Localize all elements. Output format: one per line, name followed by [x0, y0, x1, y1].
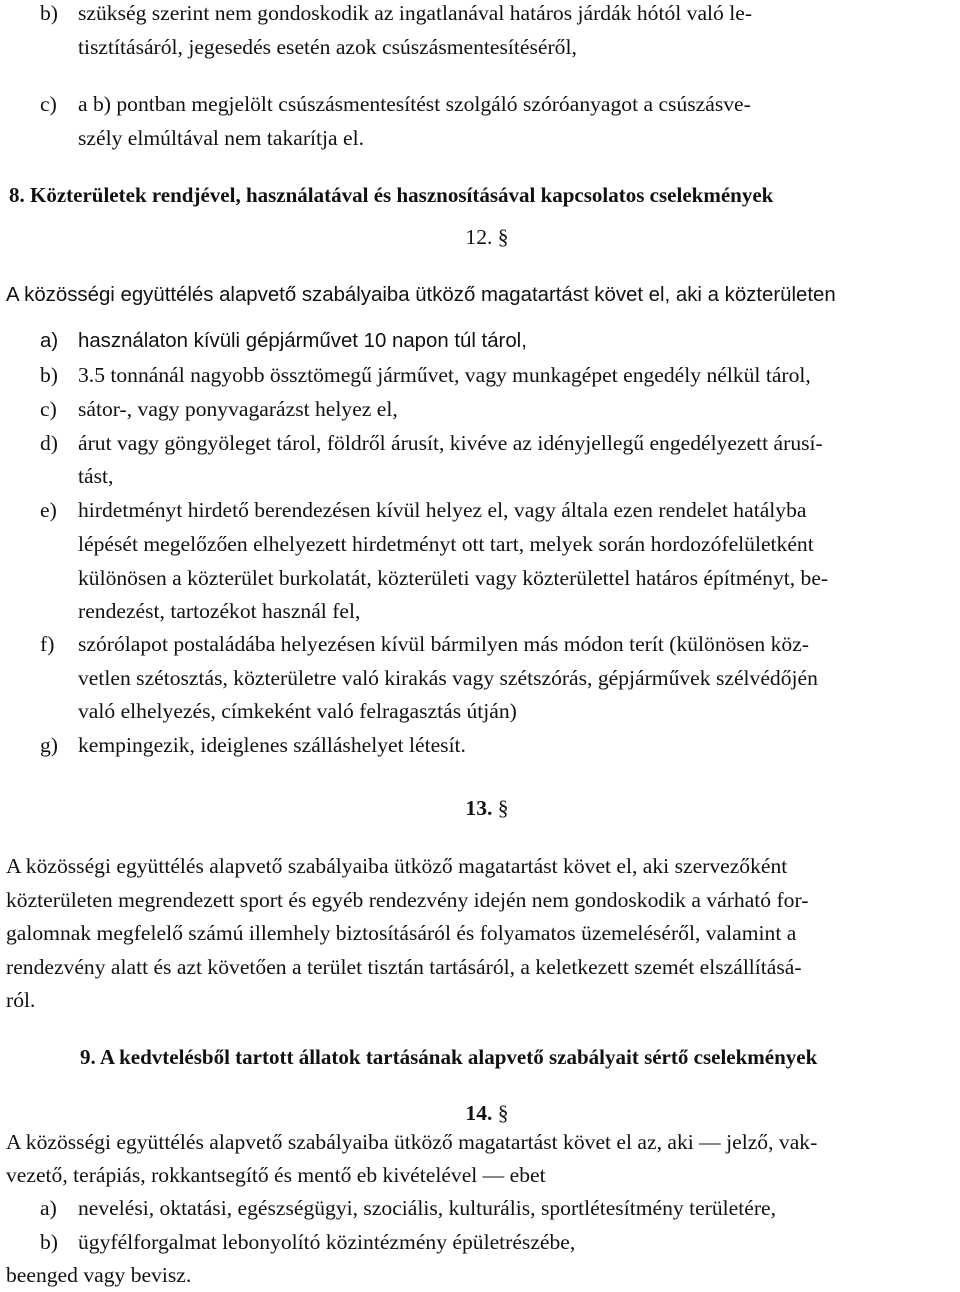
list-item-continuation: való elhelyezés, címkeként való felragasztás útján) — [78, 699, 517, 723]
list-item-continuation: tisztításáról, jegesedés esetén azok csúszásmentesítéséről, — [78, 35, 577, 59]
section-sign: § — [497, 225, 509, 249]
paragraph-line: ról. — [6, 988, 36, 1012]
paragraph-line: közterületen megrendezett sport és egyéb rendezvény idején nem gondoskodik a várható for- — [6, 888, 809, 912]
paragraph-number-value: 13. — [465, 796, 493, 820]
list-item-continuation: tást, — [78, 464, 114, 488]
paragraph-number — [0, 791, 960, 825]
section-heading: 9. A kedvtelésből tartott állatok tartásának alapvető szabályait sértő cselekmények — [80, 1045, 818, 1069]
list-item-text: a b) pontban megjelölt csúszásmentesítést szolgáló szóróanyagot a csúszásve- — [78, 92, 751, 116]
paragraph-line: vezető, terápiás, rokkantsegítő és mentő eb kivételével — ebet — [6, 1163, 546, 1187]
paragraph-closing: beenged vagy bevisz. — [6, 1263, 192, 1287]
list-marker: b) — [40, 1230, 58, 1254]
paragraph-line: A közösségi együttélés alapvető szabályaiba ütköző magatartást követ el az, aki — jelző, vak- — [6, 1130, 818, 1154]
list-marker: d) — [40, 431, 58, 455]
paragraph-intro: A közösségi együttélés alapvető szabályaiba ütköző magatartást követ el, aki a közterületen — [6, 284, 836, 306]
section-heading: 8. Közterületek rendjével, használatával és hasznosításával kapcsolatos cselekmények — [9, 183, 774, 207]
paragraph-number-value: 12. — [465, 225, 493, 249]
paragraph-number — [0, 220, 960, 254]
list-marker: a) — [40, 330, 59, 352]
list-item-continuation: lépését megelőzően elhelyezett hirdetményt ott tart, melyek során hordozófelületként — [78, 532, 814, 556]
list-item-text: sátor-, vagy ponyvagarázst helyez el, — [78, 397, 398, 421]
list-item-text: ügyfélforgalmat lebonyolító közintézmény épületrészébe, — [78, 1230, 576, 1254]
list-item-continuation: különösen a közterület burkolatát, közterületi vagy közterülettel határos építményt, be- — [78, 566, 829, 590]
paragraph-line: rendezvény alatt és azt követően a terület tisztán tartásáról, a keletkezett szemét elszállításá- — [6, 955, 802, 979]
list-marker: g) — [40, 733, 58, 757]
list-item-text: árut vagy göngyöleget tárol, földről árusít, kivéve az idényjellegű engedélyezett árusí- — [78, 431, 823, 455]
section-sign: § — [497, 1101, 509, 1125]
list-item-text: 3.5 tonnánál nagyobb össztömegű járművet, vagy munkagépet engedély nélkül tárol, — [78, 363, 811, 387]
list-marker: b) — [40, 1, 58, 25]
list-item-continuation: vetlen szétosztás, közterületre való kirakás vagy szétszórás, gépjárművek szélvédőjén — [78, 666, 818, 690]
paragraph-line: galomnak megfelelő számú illemhely biztosításáról és folyamatos üzemeléséről, valamint a — [6, 921, 797, 945]
list-item-continuation: rendezést, tartozékot használ fel, — [78, 599, 361, 623]
list-item-text: hirdetményt hirdető berendezésen kívül helyez el, vagy általa ezen rendelet hatályba — [78, 498, 807, 522]
list-marker: a) — [40, 1196, 57, 1220]
list-marker: f) — [40, 632, 55, 656]
list-marker: c) — [40, 397, 57, 421]
list-marker: c) — [40, 92, 57, 116]
paragraph-line: A közösségi együttélés alapvető szabályaiba ütköző magatartást követ el, aki szervezőként — [6, 854, 788, 878]
list-item-continuation: szély elmúltával nem takarítja el. — [78, 126, 365, 150]
list-item-text: használaton kívüli gépjárművet 10 napon túl tárol, — [78, 330, 527, 352]
list-marker: e) — [40, 498, 57, 522]
list-item-text: nevelési, oktatási, egészségügyi, szociális, kulturális, sportlétesítmény területére, — [78, 1196, 776, 1220]
list-item-text: szórólapot postaládába helyezésen kívül bármilyen más módon terít (különösen köz- — [78, 632, 809, 656]
section-sign: § — [497, 796, 509, 820]
list-item-text: kempingezik, ideiglenes szálláshelyet létesít. — [78, 733, 466, 757]
list-item-text: szükség szerint nem gondoskodik az ingatlanával határos járdák hótól való le- — [78, 1, 753, 25]
list-marker: b) — [40, 363, 58, 387]
paragraph-number-value: 14. — [465, 1101, 493, 1125]
